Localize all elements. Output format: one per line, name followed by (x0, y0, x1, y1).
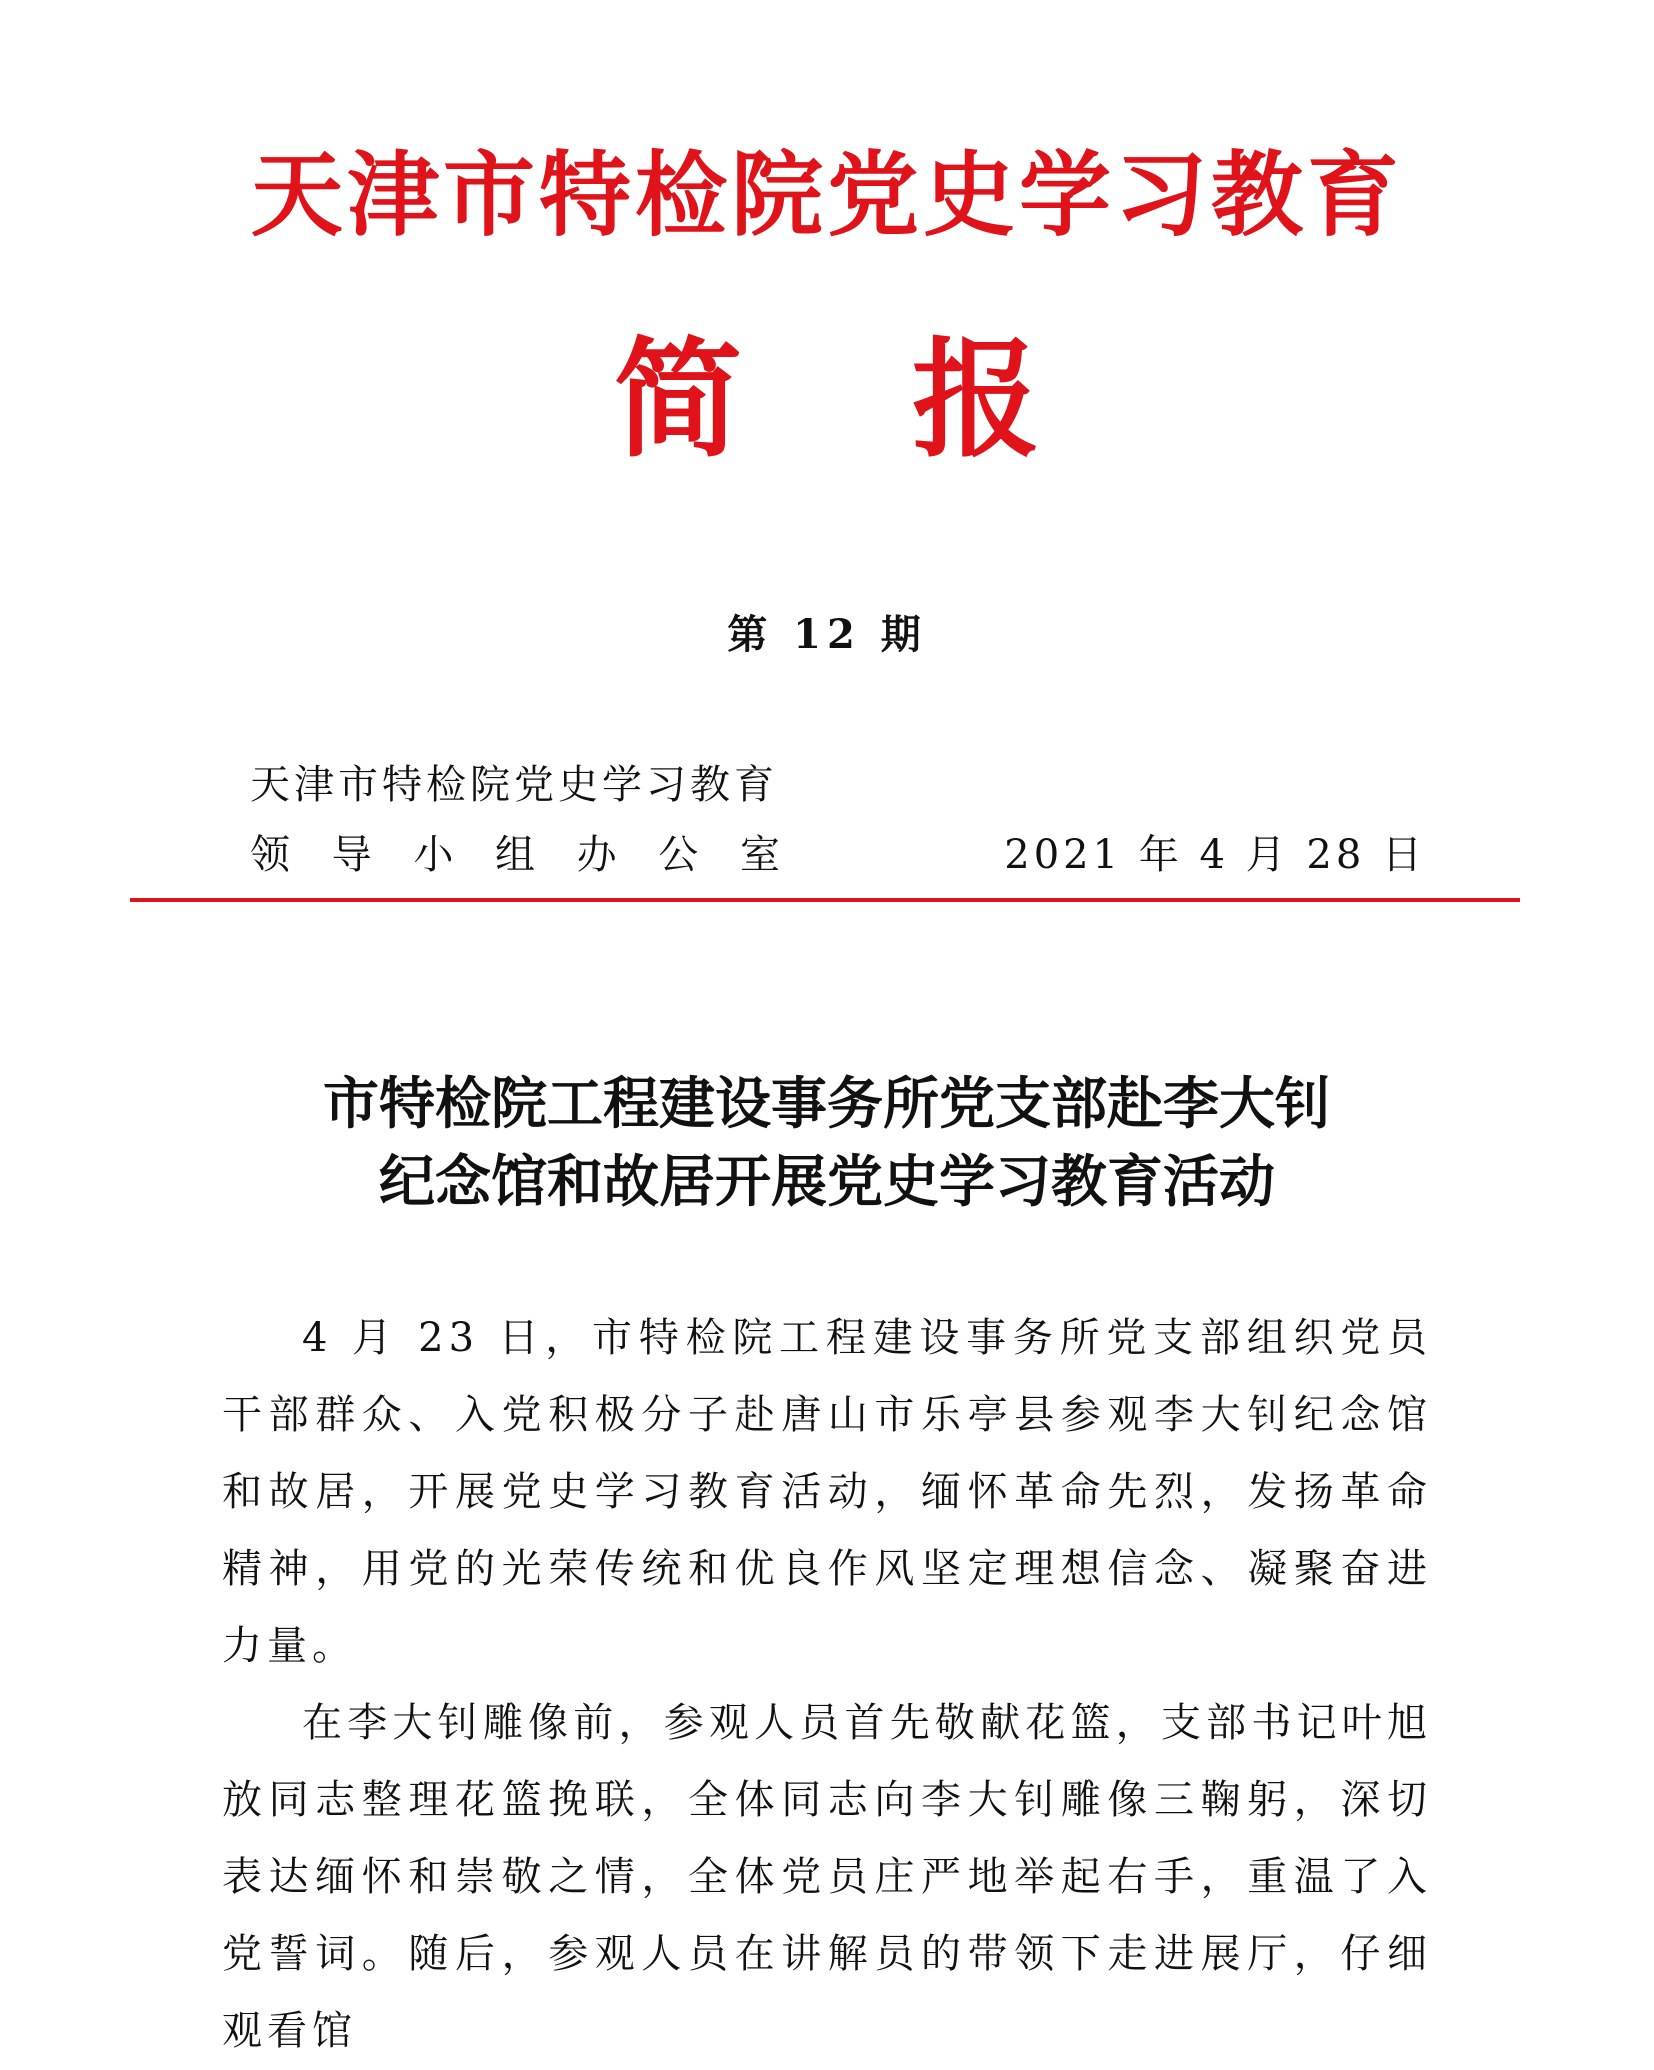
issue-number: 第 12 期 (727, 611, 927, 658)
article-title (0, 1065, 1654, 1221)
org-char: 组 (494, 832, 535, 878)
bulletin-masthead-subtitle (0, 325, 1654, 475)
org-char: 小 (413, 832, 454, 878)
issuing-org-line-2 (250, 830, 780, 880)
article-paragraph: 4 月 23 日，市特检院工程建设事务所党支部组织党员干部群众、入党积极分子赴唐山市乐亭县参观李大钊纪念馆和故居，开展党史学习教育活动，缅怀革命先烈，发扬革命精神，用党的光荣传统和优良作风坚定理想信念、凝聚奋进力量。 (222, 1315, 1432, 1669)
article-paragraph: 在李大钊雕像前，参观人员首先敬献花篮，支部书记叶旭放同志整理花篮挽联，全体同志向李大钊雕像三鞠躬，深切表达缅怀和崇敬之情，全体党员庄严地举起右手，重温了入党誓词。随后，参观人员在讲解员的带领下走进展厅，仔细观看馆 (222, 1700, 1432, 2054)
org-char: 办 (576, 832, 617, 878)
subtitle-char-bao: 报 (912, 325, 1041, 475)
article-title-line-2: 纪念馆和故居开展党史学习教育活动 (379, 1149, 1275, 1215)
org-char: 领 (250, 832, 290, 878)
org-char: 室 (739, 832, 780, 878)
red-divider-rule (130, 898, 1520, 902)
subtitle-char-jian: 简 (613, 325, 742, 475)
bulletin-masthead-title: 天津市特检院党史学习教育 (250, 141, 1403, 249)
article-title-line-1: 市特检院工程建设事务所党支部赴李大钊 (323, 1071, 1331, 1137)
issuing-org-line-1: 天津市特检院党史学习教育 (250, 762, 778, 808)
issue-date: 2021 年 4 月 28 日 (1004, 832, 1426, 878)
org-char: 导 (331, 832, 372, 878)
org-char: 公 (658, 832, 699, 878)
article-body (222, 1300, 1432, 2070)
